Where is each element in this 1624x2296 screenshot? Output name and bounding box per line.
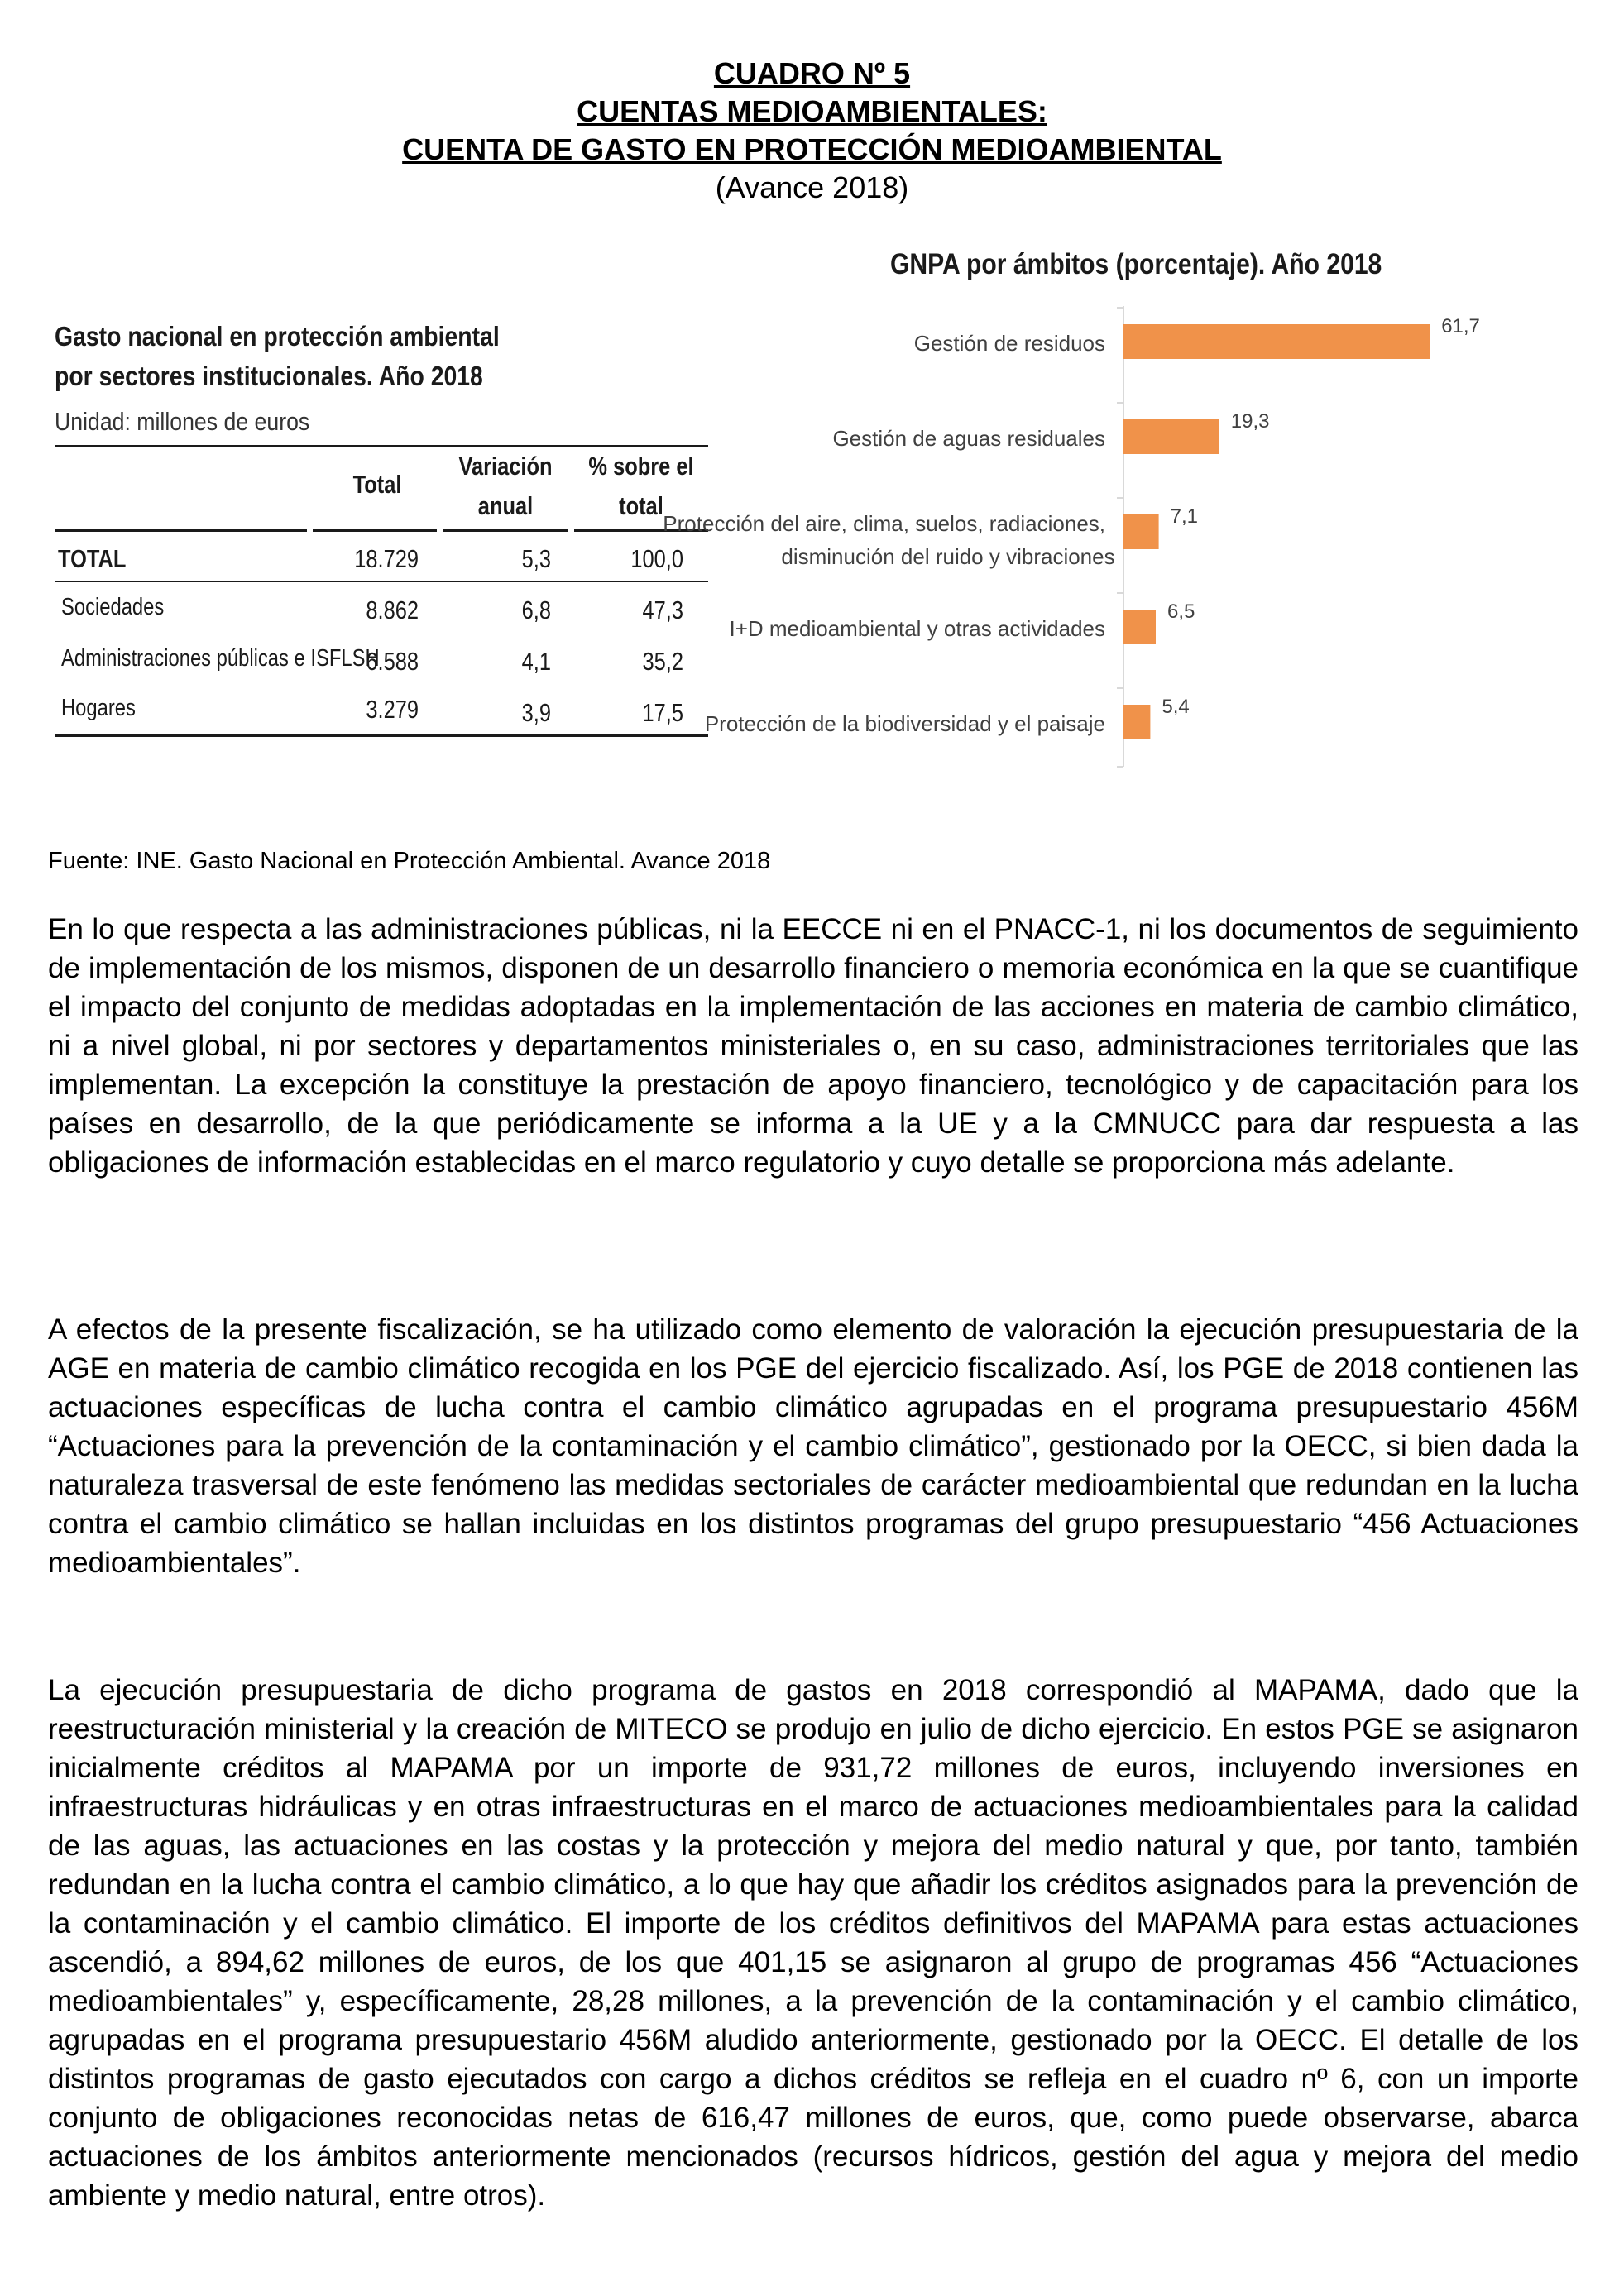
chart-category-label: Gestión de residuos [913, 331, 1105, 356]
chart-data-label: 6,5 [1167, 600, 1195, 623]
col-header-total: Total [352, 470, 402, 499]
table-header-rule-2 [313, 529, 437, 532]
row-administraciones-percent: 35,2 [642, 647, 683, 676]
paragraph-2: A efectos de la presente fiscalización, se ha utilizado como elemento de valoración la ejecución presupuestaria de la AGE en materia de cambio climático recogida en los PGE del ejercicio fiscalizado. Así, los PGE de 2018 contienen las actuaciones específicas de lucha contra el cambio climático agrupadas en el programa presupuestario 456M “Actuaciones para la prevención de la contaminación y el cambio climático”, gestionado por la OECC, si bien dada la naturaleza trasversal de este fenómeno las medidas sectoriales de carácter medioambiental que redundan en la lucha contra el cambio climático se hallan incluidas en los distintos programas del grupo presupuestario “456 Actuaciones medioambientales”. [48, 1313, 1578, 1579]
row-administraciones-variation: 4,1 [521, 647, 551, 676]
table-title-line-1: Gasto nacional en protección ambiental [55, 321, 500, 352]
chart-category-label: disminución del ruido y vibraciones [781, 544, 1115, 569]
table-unit: Unidad: millones de euros [55, 407, 310, 436]
row-sociedades-variation: 6,8 [521, 596, 551, 624]
row-total-variation: 5,3 [521, 544, 551, 573]
chart-category-label: Protección del aire, clima, suelos, radiaciones, [663, 511, 1105, 536]
row-hogares-value: 3.279 [366, 695, 419, 724]
table-header-rule-3 [443, 529, 568, 532]
row-hogares-variation: 3,9 [521, 698, 551, 727]
chart-title: GNPA por ámbitos (porcentaje). Año 2018 [890, 248, 1382, 280]
col-header-percent-2: total [619, 491, 663, 520]
table-title-line-2: por sectores institucionales. Año 2018 [55, 361, 483, 391]
col-header-variation-1: Variación [458, 452, 553, 481]
chart-bar [1123, 514, 1159, 549]
cuadro-number: CUADRO Nº 5 [713, 56, 911, 90]
chart-category-label: Gestión de aguas residuales [832, 426, 1105, 451]
chart-data-label: 61,7 [1441, 315, 1480, 337]
table-title [55, 317, 500, 396]
row-administraciones-label: Administraciones públicas e ISFLSH [61, 645, 380, 672]
table-bottom-rule [55, 734, 708, 737]
row-total-value: 18.729 [354, 544, 419, 573]
cuadro-edition: (Avance 2018) [715, 170, 909, 204]
chart-bar [1123, 419, 1219, 454]
chart-data-label: 7,1 [1170, 505, 1198, 528]
cuadro-subheading: CUENTA DE GASTO EN PROTECCIÓN MEDIOAMBIENTAL [402, 132, 1222, 166]
chart-data-label: 19,3 [1230, 410, 1270, 433]
chart-bar [1123, 324, 1430, 359]
col-header-variation-2: anual [477, 491, 534, 520]
paragraph-1: En lo que respecta a las administraciones públicas, ni la EECCE ni en el PNACC-1, ni los documentos de seguimiento de implementación de los mismos, disponen de un desarrollo financiero o memoria económica en la que se cuantifique el impacto del conjunto de medidas adoptadas en la implementación de las acciones en materia de cambio climático, ni a nivel global, ni por sectores y departamentos ministeriales o, en su caso, administraciones territoriales que las implementan. La excepción la constituye la prestación de apoyo financiero, tecnológico y de capacitación para los países en desarrollo, de la que periódicamente se informa a la UE y a la CMNUCC para dar respuesta a las obligaciones de información establecidas en el marco regulatorio y cuyo detalle se proporciona más adelante. [48, 913, 1578, 1179]
row-total-percent: 100,0 [630, 544, 683, 573]
row-sociedades-label: Sociedades [61, 594, 165, 620]
row-total-label: TOTAL [58, 544, 127, 573]
paragraph-3: La ejecución presupuestaria de dicho programa de gastos en 2018 correspondió al MAPAMA, dado que la reestructuración ministerial y la creación de MITECO se produjo en julio de dicho ejercicio. En estos PGE se asignaron inicialmente créditos al MAPAMA por un importe de 931,72 millones de euros, incluyendo inversiones en infraestructuras hidráulicas y en otras infraestructuras en el marco de actuaciones medioambientales para la calidad de las aguas, las actuaciones en las costas y la protección y mejora del medio natural y que, por tanto, también redundan en la lucha contra el cambio climático, a lo que hay que añadir los créditos asignados para la prevención de la contaminación y el cambio climático. El importe de los créditos definitivos del MAPAMA para estas actuaciones ascendió, a 894,62 millones de euros, de los que 401,15 se asignaron al grupo de programas 456 “Actuaciones medioambientales” y, específicamente, 28,28 millones, a la prevención de la contaminación y el cambio climático, agrupadas en el programa presupuestario 456M aludido anteriormente, gestionado por la OECC. El detalle de los distintos programas de gasto ejecutados con cargo a dichos créditos se refleja en el cuadro nº 6, con un importe conjunto de obligaciones reconocidas netas de 616,47 millones de euros, que, como puede observarse, abarca actuaciones de los ámbitos anteriormente mencionados (recursos hídricos, gestión del agua y mejora del medio ambiente y medio natural, entre otros). [48, 1674, 1578, 2212]
chart-category-label: I+D medioambiental y otras actividades [729, 616, 1105, 641]
chart-category-label: Protección de la biodiversidad y el paisaje [704, 711, 1105, 736]
cuadro-heading: CUENTAS MEDIOAMBIENTALES: [577, 94, 1047, 128]
row-hogares-percent: 17,5 [642, 698, 683, 727]
row-sociedades-value: 8.862 [366, 596, 419, 624]
chart-data-label: 5,4 [1162, 696, 1190, 718]
row-hogares-label: Hogares [61, 695, 136, 721]
col-header-percent-1: % sobre el [588, 452, 694, 481]
chart-bar [1123, 610, 1156, 644]
table-header-rule-1 [55, 529, 307, 532]
source-note: Fuente: INE. Gasto Nacional en Protección Ambiental. Avance 2018 [48, 848, 771, 874]
table-total-rule [55, 581, 708, 582]
chart-bar [1123, 705, 1150, 739]
table-top-rule [55, 445, 708, 447]
gnpa-bar-chart [663, 306, 1588, 802]
row-sociedades-percent: 47,3 [642, 596, 683, 624]
row-administraciones-value: 6.588 [366, 647, 419, 676]
